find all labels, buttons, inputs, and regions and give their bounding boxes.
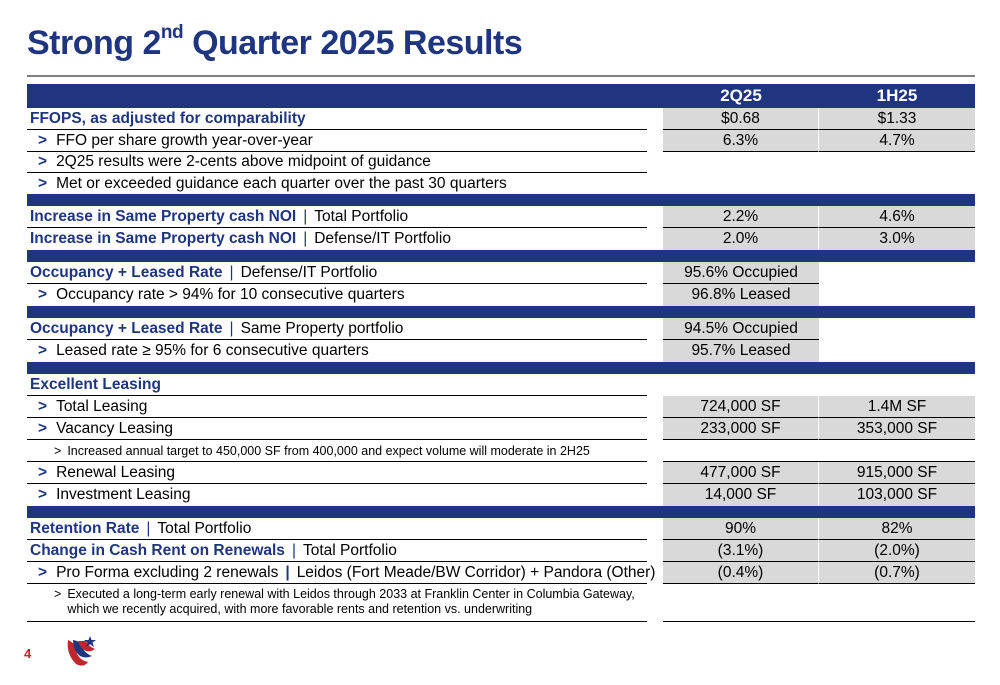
- slide-title: Strong 2nd Quarter 2025 Results: [27, 21, 523, 62]
- page-number: 4: [24, 646, 32, 661]
- retention-label: Retention Rate: [30, 519, 140, 537]
- table-row: [27, 284, 975, 306]
- occupancy-same-leased: 95.7% Leased: [663, 340, 819, 362]
- guidance-midpoint-note: 2Q25 results were 2-cents above midpoint of guidance: [56, 153, 431, 170]
- occupancy-defense-leased: 96.8% Leased: [663, 284, 819, 306]
- table-header-row: [27, 84, 975, 108]
- occupancy-defense-occupied: 95.6% Occupied: [663, 262, 819, 284]
- table-row: Occupancy + Leased Rate | Same Property portfolio 94.5% Occupied: [27, 318, 975, 340]
- table-row: [27, 108, 975, 130]
- vacancy-leasing-1h25: 353,000 SF: [819, 418, 975, 440]
- cash-rent-1h25: (2.0%): [819, 540, 975, 562]
- occupancy-defense-bullet: Occupancy rate > 94% for 10 consecutive quarters: [56, 286, 405, 303]
- noi-defense-1h25: 3.0%: [819, 228, 975, 250]
- cash-rent-label: Change in Cash Rent on Renewals: [30, 541, 285, 559]
- retention-2q25: 90%: [663, 518, 819, 540]
- occupancy-same-bullet: Leased rate ≥ 95% for 6 consecutive quarters: [56, 342, 369, 359]
- occupancy-same-occupied: 94.5% Occupied: [663, 318, 819, 340]
- total-leasing-2q25: 724,000 SF: [663, 396, 819, 418]
- column-header-2q25: 2Q25: [720, 86, 762, 105]
- table-row: [27, 130, 975, 152]
- occupancy-same-sub: Same Property portfolio: [240, 319, 404, 337]
- table-row: Increase in Same Property cash NOI | Defense/IT Portfolio 2.0% 3.0%: [27, 228, 975, 250]
- table-row: Occupancy + Leased Rate | Defense/IT Portfolio 95.6% Occupied: [27, 262, 975, 284]
- section-divider: [27, 506, 975, 518]
- table-row: [27, 418, 975, 440]
- bullet-marker: >: [38, 131, 48, 149]
- ffo-growth-2q25: 6.3%: [663, 130, 819, 152]
- section-divider: [27, 250, 975, 262]
- bullet-marker: >: [38, 174, 48, 192]
- results-table: [27, 84, 975, 622]
- table-row: Retention Rate | Total Portfolio 90% 82%: [27, 518, 975, 540]
- proforma-sub: Leidos (Fort Meade/BW Corridor) + Pandora (Other): [296, 563, 656, 581]
- table-row: [27, 340, 975, 362]
- bullet-marker: >: [38, 486, 48, 503]
- table-row: Increase in Same Property cash NOI | Total Portfolio 2.2% 4.6%: [27, 206, 975, 228]
- proforma-label: Pro Forma excluding 2 renewals: [56, 563, 279, 581]
- noi-total-1h25: 4.6%: [819, 206, 975, 228]
- table-row: [27, 152, 975, 173]
- ffo-growth-1h25: 4.7%: [819, 130, 975, 152]
- cash-rent-sub: Total Portfolio: [302, 541, 397, 559]
- bullet-marker: >: [54, 443, 62, 458]
- proforma-2q25: (0.4%): [663, 562, 819, 584]
- noi-label: Increase in Same Property cash NOI: [30, 230, 297, 247]
- noi-defense-portfolio-label: Defense/IT Portfolio: [314, 230, 451, 247]
- total-leasing-label: Total Leasing: [56, 397, 148, 415]
- section-divider: [27, 194, 975, 206]
- table-row: [27, 462, 975, 484]
- ffops-2q25: $0.68: [663, 108, 819, 130]
- bullet-marker: >: [38, 419, 48, 437]
- proforma-1h25: (0.7%): [819, 562, 975, 584]
- section-divider: [27, 362, 975, 374]
- investment-leasing-1h25: 103,000 SF: [819, 484, 975, 506]
- leasing-label: Excellent Leasing: [27, 374, 647, 396]
- bullet-marker: >: [38, 563, 48, 581]
- table-row: [27, 584, 975, 622]
- ffops-1h25: $1.33: [819, 108, 975, 130]
- cash-rent-2q25: (3.1%): [663, 540, 819, 562]
- section-divider: [27, 306, 975, 318]
- noi-label: Increase in Same Property cash NOI: [30, 207, 297, 225]
- bullet-marker: >: [38, 286, 48, 303]
- table-row: [27, 484, 975, 506]
- table-row: [27, 440, 975, 462]
- bullet-marker: >: [38, 153, 48, 170]
- renewal-leasing-2q25: 477,000 SF: [663, 462, 819, 484]
- vacancy-leasing-note: Increased annual target to 450,000 SF from 400,000 and expect volume will moderate in 2H25: [67, 443, 590, 458]
- ffo-growth-label: FFO per share growth year-over-year: [56, 131, 313, 149]
- bullet-marker: >: [38, 342, 48, 359]
- renewal-leasing-1h25: 915,000 SF: [819, 462, 975, 484]
- table-row: > Pro Forma excluding 2 renewals | Leidos (Fort Meade/BW Corridor) + Pandora (Other) (0.4%) (0.7%): [27, 562, 975, 584]
- occupancy-label: Occupancy + Leased Rate: [30, 319, 223, 337]
- star-eagle-logo-icon: [64, 634, 100, 670]
- investment-leasing-label: Investment Leasing: [56, 486, 191, 503]
- retention-sub: Total Portfolio: [157, 519, 252, 537]
- occupancy-defense-sub: Defense/IT Portfolio: [240, 263, 378, 281]
- ffops-label: FFOPS, as adjusted for comparability: [27, 108, 647, 130]
- table-row: [27, 396, 975, 418]
- table-row: [27, 374, 975, 396]
- table-row: [27, 173, 975, 194]
- investment-leasing-2q25: 14,000 SF: [663, 484, 819, 506]
- renewal-leasing-label: Renewal Leasing: [56, 463, 175, 481]
- noi-total-2q25: 2.2%: [663, 206, 819, 228]
- bullet-marker: >: [54, 587, 62, 601]
- vacancy-leasing-label: Vacancy Leasing: [56, 419, 173, 437]
- table-row: Change in Cash Rent on Renewals | Total Portfolio (3.1%) (2.0%): [27, 540, 975, 562]
- leidos-renewal-note: Executed a long-term early renewal with Leidos through 2033 at Franklin Center in Columbia Gateway, which we recently acquired, with more favorable rents and retention vs. underwriting: [67, 587, 635, 616]
- bullet-marker: >: [38, 397, 48, 415]
- guidance-history-note: Met or exceeded guidance each quarter over the past 30 quarters: [56, 174, 507, 192]
- noi-total-portfolio-label: Total Portfolio: [314, 207, 409, 225]
- noi-defense-2q25: 2.0%: [663, 228, 819, 250]
- vacancy-leasing-2q25: 233,000 SF: [663, 418, 819, 440]
- total-leasing-1h25: 1.4M SF: [819, 396, 975, 418]
- occupancy-label: Occupancy + Leased Rate: [30, 263, 223, 281]
- retention-1h25: 82%: [819, 518, 975, 540]
- column-header-1h25: 1H25: [876, 86, 918, 105]
- bullet-marker: >: [38, 463, 48, 481]
- title-divider: [27, 75, 975, 77]
